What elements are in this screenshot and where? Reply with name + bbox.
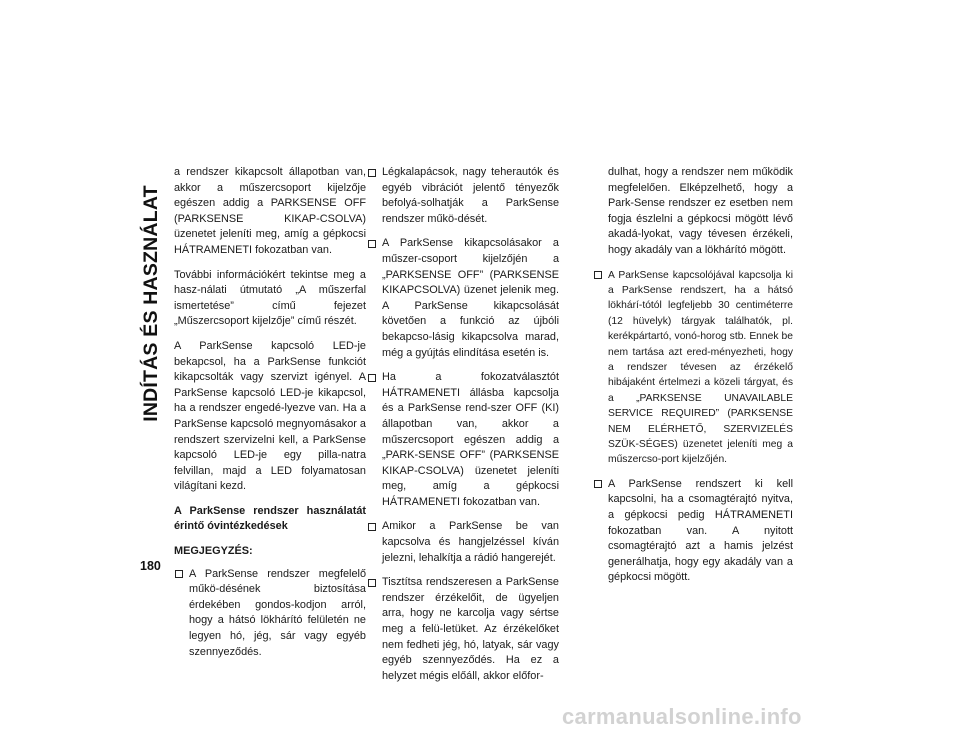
bullet-item xyxy=(174,567,366,661)
bullet-text: Légkalapácsok, nagy teherautók és egyéb vibrációt jelentő tényezők befolyá-solhatják a ParkSense rendszer műkö-dését. xyxy=(382,166,559,225)
text-column-2 xyxy=(367,165,559,693)
paragraph: A ParkSense kapcsoló LED-je bekapcsol, ha a ParkSense funkciót kikapcsolták vagy szervizt igényel. A ParkSense kapcsoló LED-je kikapcsol, ha a rendszer engedé-lyezve van. Ha a ParkSense kapcsoló megnyomásakor a rendszert szervizelni kell, a ParkSense kapcsoló LED-je egy pilla-natra felvillan, majd a LED folyamatosan világítani kezd. xyxy=(174,339,366,493)
page-number: 180 xyxy=(140,559,161,573)
note-label: MEGJEGYZÉS: xyxy=(174,545,253,558)
section-title-vertical xyxy=(138,158,164,448)
paragraph: További információkért tekintse meg a hasz-nálati útmutató „A műszerfal ismertetése” című fejezet „Műszercsoport kijelzője” című részét. xyxy=(174,268,366,328)
bullet-text: A ParkSense kikapcsolásakor a műszer-csoport kijelzőjén a „PARKSENSE OFF” (PARKSENSE KIKAPCSOLVA) üzenet jelenik meg. A ParkSense kikapcsolását követően a funkció az újbóli bekapcso-lásig kikapcsolva marad, még a gyújtás elindítása esetén is. xyxy=(382,237,559,359)
square-bullet-icon xyxy=(594,271,602,279)
square-bullet-icon xyxy=(368,374,376,382)
square-bullet-icon xyxy=(368,240,376,248)
square-bullet-icon xyxy=(368,523,376,531)
watermark: carmanualsonline.info xyxy=(562,704,802,729)
square-bullet-icon xyxy=(368,579,376,587)
square-bullet-icon xyxy=(594,480,602,488)
bullet-item xyxy=(367,165,559,227)
bullet-item xyxy=(367,236,559,361)
bullet-text: A ParkSense rendszert ki kell kapcsolni, ha a csomagtérajtó nyitva, a gépkocsi pedig HÁTRAMENETI fokozatban van. A nyitott csomagtérajtó azt a hamis jelzést generálhatja, hogy egy akadály van a gépkocsi mögött. xyxy=(608,477,793,584)
bullet-text: A ParkSense kapcsolójával kapcsolja ki a ParkSense rendszert, ha a hátsó lökhárí-tótól legfeljebb 30 centiméterre (12 hüvelyk) tárgyak találhatók, pl. kerékpártartó, vonó-horog stb. Ennek be nem tartása azt ered-ményezheti, hogy a rendszer tévesen az érzékelő hibájaként értelmezi a közeli tárgyat, és a „PARKSENSE UNAVAILABLE SERVICE REQUIRED” (PARKSENSE NEM ELÉRHETŐ, SZERVIZELÉS SZÜK-SÉGES) üzenetet jeleníti meg a műszercso-port kijelzőjén. xyxy=(608,269,793,466)
text-column-1 xyxy=(174,165,366,669)
text-column-3 xyxy=(593,165,793,595)
bullet-item xyxy=(367,370,559,510)
bullet-text: Amikor a ParkSense be van kapcsolva és hangjelzéssel kíván jelezni, lehalkítja a rádió hangerejét. xyxy=(382,520,559,564)
section-title-text: INDÍTÁS ÉS HASZNÁLAT xyxy=(139,184,162,422)
paragraph: a rendszer kikapcsolt állapotban van, akkor a műszercsoport kijelzője egészen addig a PARKSENSE OFF (PARKSENSE KIKAP-CSOLVA) üzenetet jeleníti meg, amíg a gépkocsi HÁTRAMENETI fokozatban van. xyxy=(174,166,366,256)
bullet-item xyxy=(593,477,793,586)
subheading: A ParkSense rendszer használatát érintő óvintézkedések xyxy=(174,504,366,533)
bullet-text: Tisztítsa rendszeresen a ParkSense rendszer érzékelőit, de ügyeljen arra, hogy ne karcolja vagy sértse meg a felü-letüket. Az érzékelőket nem fedheti jég, hó, latyak, sár vagy egyéb szennyeződés. Ha ez a helyzet mégis előáll, akkor előfor- xyxy=(382,576,559,682)
bullet-item xyxy=(367,575,559,684)
bullet-item xyxy=(593,268,793,468)
bullet-text: Ha a fokozatválasztót HÁTRAMENETI állásba kapcsolja és a ParkSense rend-szer OFF (KI) állapotban van, akkor a műszercsoport egészen addig a „PARK-SENSE OFF” (PARKSENSE KIKAP-CSOLVA) üzenetet jeleníti meg, amíg a gépkocsi HÁTRAMENETI fokozatban van. xyxy=(382,371,559,508)
bullet-item xyxy=(367,519,559,566)
bullet-text: A ParkSense rendszer megfelelő műkö-désének biztosítása érdekében gondos-kodjon arról, hogy a hátsó lökhárító felületén ne legyen hó, jég, sár vagy egyéb szennyeződés. xyxy=(189,567,366,658)
square-bullet-icon xyxy=(175,570,183,578)
square-bullet-icon xyxy=(368,169,376,177)
paragraph-continued: dulhat, hogy a rendszer nem működik megfelelően. Elképzelhető, hogy a Park-Sense rendszer ez esetben nem fogja észlelni a gépkocsi mögött lévő akadá-lyokat, vagy tévesen érzékeli, hogy akadály van a lökhárító mögött. xyxy=(608,166,793,256)
